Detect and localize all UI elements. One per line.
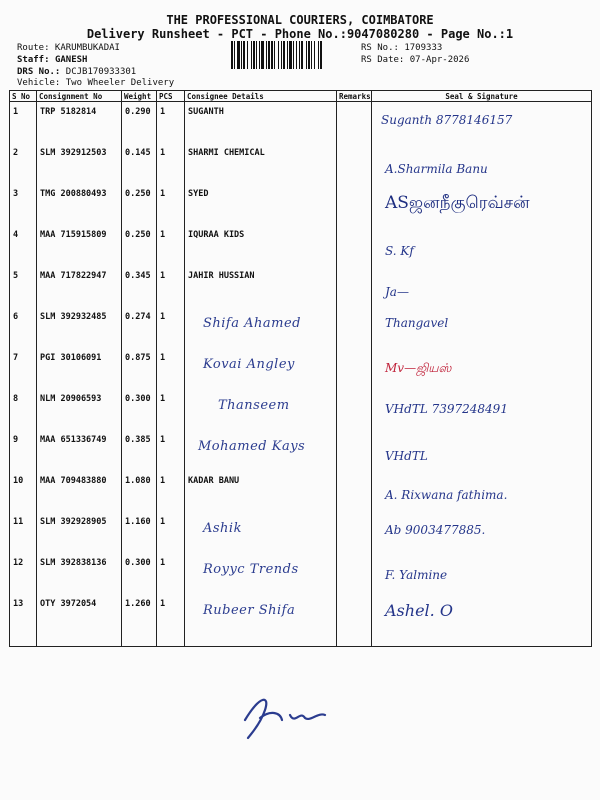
cell-pcs: 1 [157, 266, 185, 307]
signature-handwritten: Ashel. O [385, 601, 453, 620]
signature-handwritten: A. Rixwana fathima. [385, 488, 508, 502]
table-row [10, 102, 592, 144]
signature-handwritten: Ja— [385, 285, 409, 299]
cell-signature [372, 102, 592, 144]
cell-consignment: OTY 3972054 [37, 594, 122, 647]
cell-consignment: SLM 392912503 [37, 143, 122, 184]
staff-label: Staff: [17, 55, 50, 65]
cell-weight: 1.160 [122, 512, 157, 553]
cell-weight: 1.080 [122, 471, 157, 512]
bottom-signature-mark [240, 690, 340, 740]
table-row [10, 471, 592, 512]
table-row [10, 184, 592, 225]
cell-remarks [337, 184, 372, 225]
cell-pcs: 1 [157, 430, 185, 471]
cell-consignment: SLM 392928905 [37, 512, 122, 553]
cell-signature [372, 266, 592, 307]
consignee-handwritten: Mohamed Kays [198, 439, 306, 454]
table-row [10, 225, 592, 266]
cell-remarks [337, 348, 372, 389]
cell-weight: 0.300 [122, 389, 157, 430]
signature-handwritten: VHdTL [385, 449, 428, 463]
consignee-handwritten: Royyc Trends [203, 562, 299, 577]
consignee-printed: SHARMI CHEMICAL [188, 148, 265, 158]
table-row [10, 307, 592, 348]
cell-remarks [337, 102, 372, 144]
table-row [10, 266, 592, 307]
company-title: THE PROFESSIONAL COURIERS, COIMBATORE [166, 13, 434, 27]
runsheet-subtitle: Delivery Runsheet - PCT - Phone No.:9047080280 - Page No.:1 [86, 27, 514, 41]
barcode-bar [322, 41, 323, 69]
runsheet-table [9, 90, 592, 647]
cell-signature [372, 512, 592, 553]
cell-weight: 0.345 [122, 266, 157, 307]
cell-signature [372, 225, 592, 266]
cell-sno: 8 [10, 389, 37, 430]
cell-consignee [185, 430, 337, 471]
signature-handwritten: A.Sharmila Banu [385, 162, 488, 176]
cell-signature [372, 307, 592, 348]
cell-signature [372, 348, 592, 389]
col-header-remarks: Remarks [337, 91, 372, 102]
cell-consignment: TRP 5182814 [37, 102, 122, 144]
cell-signature [372, 594, 592, 647]
cell-consignee [185, 553, 337, 594]
cell-weight: 0.274 [122, 307, 157, 348]
cell-weight: 0.300 [122, 553, 157, 594]
cell-pcs: 1 [157, 143, 185, 184]
cell-remarks [337, 553, 372, 594]
cell-consignment: SLM 392838136 [37, 553, 122, 594]
cell-pcs: 1 [157, 102, 185, 144]
route-text: Route: KARUMBUKADAI [17, 43, 120, 53]
cell-sno: 12 [10, 553, 37, 594]
cell-sno: 11 [10, 512, 37, 553]
cell-consignee [185, 225, 337, 266]
cell-remarks [337, 512, 372, 553]
cell-remarks [337, 307, 372, 348]
consignee-handwritten: Shifa Ahamed [203, 316, 301, 331]
table-header-row [10, 91, 592, 102]
cell-consignment: TMG 200880493 [37, 184, 122, 225]
col-header-consignment: Consignment No [37, 91, 122, 102]
cell-sno: 10 [10, 471, 37, 512]
cell-consignment: MAA 717822947 [37, 266, 122, 307]
table-row [10, 389, 592, 430]
cell-consignment: SLM 392932485 [37, 307, 122, 348]
cell-sno: 3 [10, 184, 37, 225]
consignee-printed: JAHIR HUSSIAN [188, 271, 255, 281]
cell-pcs: 1 [157, 512, 185, 553]
cell-sno: 4 [10, 225, 37, 266]
rs-number: RS No.: 1709333 [361, 43, 443, 53]
consignee-printed: SUGANTH [188, 107, 224, 117]
cell-consignee [185, 102, 337, 144]
cell-consignment: NLM 20906593 [37, 389, 122, 430]
signature-handwritten: S. Kf [385, 244, 414, 258]
table-row [10, 594, 592, 647]
table-row [10, 512, 592, 553]
cell-remarks [337, 389, 372, 430]
consignee-handwritten: Kovai Angley [203, 357, 295, 372]
cell-signature [372, 471, 592, 512]
staff-line [17, 55, 87, 65]
cell-sno: 7 [10, 348, 37, 389]
cell-remarks [337, 266, 372, 307]
cell-pcs: 1 [157, 553, 185, 594]
table-row [10, 430, 592, 471]
cell-remarks [337, 225, 372, 266]
cell-pcs: 1 [157, 389, 185, 430]
cell-pcs: 1 [157, 594, 185, 647]
cell-pcs: 1 [157, 307, 185, 348]
cell-weight: 0.385 [122, 430, 157, 471]
cell-sno: 6 [10, 307, 37, 348]
cell-pcs: 1 [157, 184, 185, 225]
signature-handwritten: Suganth 8778146157 [381, 113, 513, 127]
cell-pcs: 1 [157, 471, 185, 512]
consignee-printed: SYED [188, 189, 209, 199]
cell-remarks [337, 430, 372, 471]
col-header-sno: S No [10, 91, 37, 102]
cell-remarks [337, 143, 372, 184]
staff-value: GANESH [54, 55, 88, 65]
signature-handwritten: Ab 9003477885. [385, 523, 486, 537]
cell-weight: 1.260 [122, 594, 157, 647]
cell-signature [372, 553, 592, 594]
signature-handwritten: F. Yalmine [385, 568, 448, 582]
cell-consignee [185, 348, 337, 389]
cell-signature [372, 184, 592, 225]
signature-handwritten: ASஜனநீகுரெவ்சன் [385, 193, 530, 213]
cell-consignee [185, 266, 337, 307]
consignee-handwritten: Rubeer Shifa [203, 603, 296, 618]
cell-consignment: MAA 709483880 [37, 471, 122, 512]
col-header-weight: Weight [122, 91, 157, 102]
signature-handwritten: VHdTL 7397248491 [385, 402, 508, 416]
table-row [10, 553, 592, 594]
cell-remarks [337, 594, 372, 647]
cell-weight: 0.250 [122, 225, 157, 266]
col-header-seal: Seal & Signature [372, 91, 592, 102]
table-row [10, 143, 592, 184]
cell-sno: 2 [10, 143, 37, 184]
consignee-handwritten: Ashik [203, 521, 242, 536]
cell-consignee [185, 471, 337, 512]
signature-handwritten: Mv—ஜியஸ் [385, 361, 452, 375]
barcode [231, 41, 357, 69]
signature-handwritten: Thangavel [385, 316, 449, 330]
col-header-pcs: PCS [157, 91, 185, 102]
cell-weight: 0.290 [122, 102, 157, 144]
cell-consignee [185, 512, 337, 553]
cell-signature [372, 143, 592, 184]
consignee-handwritten: Thanseem [218, 398, 290, 413]
cell-weight: 0.875 [122, 348, 157, 389]
cell-pcs: 1 [157, 348, 185, 389]
cell-consignee [185, 143, 337, 184]
cell-pcs: 1 [157, 225, 185, 266]
cell-consignee [185, 389, 337, 430]
consignee-printed: IQURAA KIDS [188, 230, 245, 240]
drs-value: DCJB170933301 [65, 67, 137, 77]
cell-consignee [185, 184, 337, 225]
rs-date: RS Date: 07-Apr-2026 [361, 55, 470, 65]
drs-line [17, 67, 136, 77]
cell-sno: 1 [10, 102, 37, 144]
consignee-printed: KADAR BANU [188, 476, 240, 486]
table-row [10, 348, 592, 389]
cell-signature [372, 430, 592, 471]
cell-weight: 0.145 [122, 143, 157, 184]
cell-weight: 0.250 [122, 184, 157, 225]
drs-label: DRS No.: [17, 67, 61, 77]
cell-consignment: PGI 30106091 [37, 348, 122, 389]
cell-sno: 5 [10, 266, 37, 307]
cell-remarks [337, 471, 372, 512]
col-header-consignee: Consignee Details [185, 91, 337, 102]
cell-consignment: MAA 715915809 [37, 225, 122, 266]
vehicle-text: Vehicle: Two Wheeler Delivery [17, 78, 175, 88]
cell-consignment: MAA 651336749 [37, 430, 122, 471]
cell-consignee [185, 594, 337, 647]
cell-consignee [185, 307, 337, 348]
cell-sno: 13 [10, 594, 37, 647]
cell-signature [372, 389, 592, 430]
cell-sno: 9 [10, 430, 37, 471]
